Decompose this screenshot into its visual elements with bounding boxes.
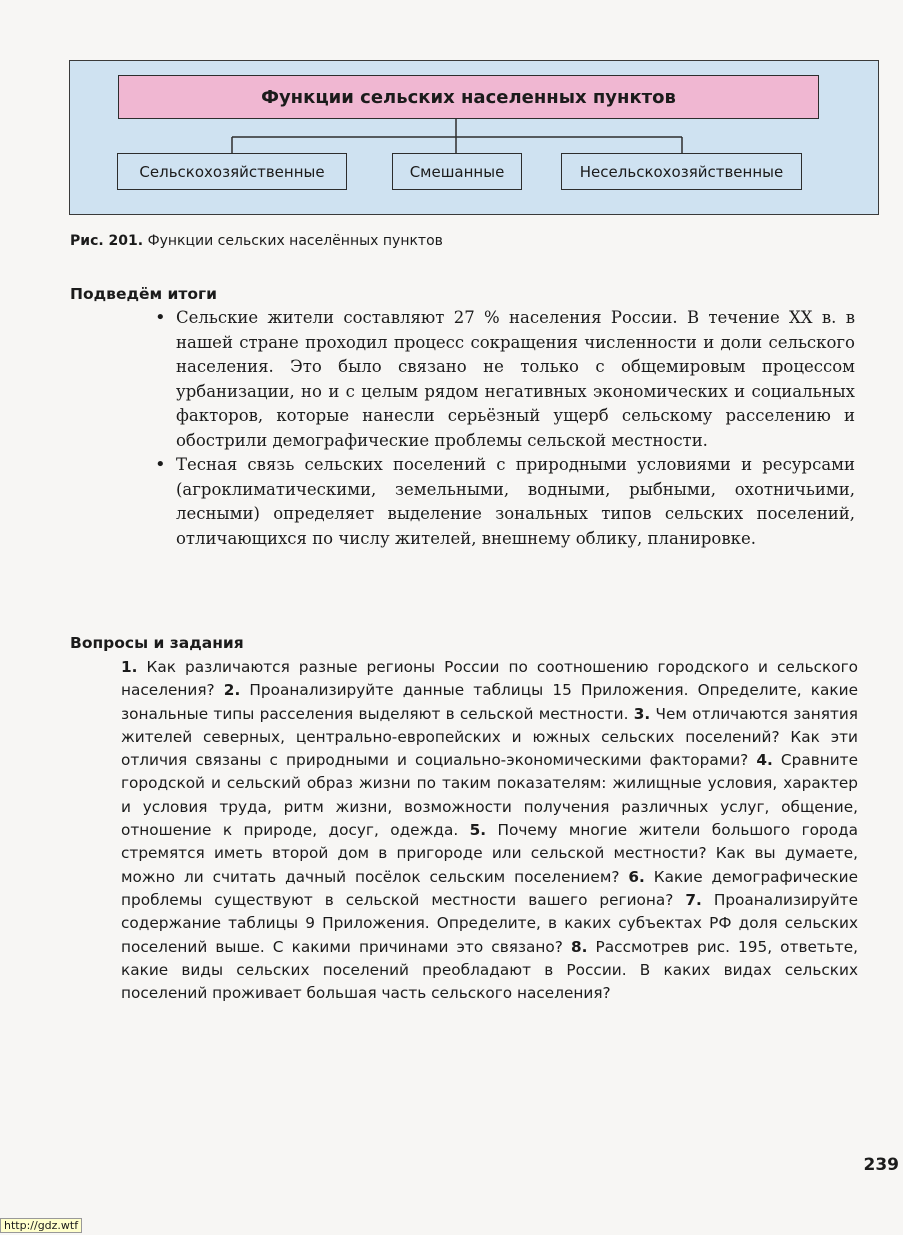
question-number: 8. (571, 937, 588, 956)
question-text: Рассмотрев рис. 195, ответьте, какие виды сельских поселений преобладают в России. В каких видах сельских поселений проживает большая часть сельского населения? (121, 937, 858, 1003)
watermark-link[interactable]: http://gdz.wtf (0, 1218, 82, 1233)
question-text: Почему многие жители большого города стремятся иметь второй дом в пригороде или сельской местности? Как вы думаете, можно ли считать дачный посёлок сельским поселением? (121, 821, 858, 886)
questions-paragraph (121, 656, 858, 1005)
questions-heading: Вопросы и задания (70, 634, 244, 652)
page-number: 239 (863, 1155, 899, 1175)
summary-heading: Подведём итоги (70, 285, 218, 303)
question-text: Проанализируйте данные таблицы 15 Приложения. Определите, какие зональные типы расселения выделяют в сельской местности. (121, 681, 858, 723)
figure-caption-text: Функции сельских населённых пунктов (147, 233, 443, 249)
summary-list (155, 306, 855, 551)
summary-bullet: • Сельские жители составляют 27 % населения России. В течение XX в. в нашей стране проходил процесс сокращения численности и доли сельского населения. Это было связано не только с общемировым процессом урбанизации, но и с целым рядом негативных экономических и социальных факторов, которые нанесли серьёзный ущерб сельскому расселению и обострили демографические проблемы сельской местности. (155, 306, 855, 453)
diagram-connectors (0, 0, 903, 260)
question-number: 2. (223, 681, 241, 700)
question-text: Сравните городской и сельский образ жизни по таким показателям: жилищные условия, характер и условия труда, ритм жизни, возможности получения различных услуг, общение, отношение к природе, досуг, одежда. (121, 751, 858, 840)
question-number: 4. (756, 751, 773, 770)
figure-caption-label: Рис. 201. (70, 233, 144, 249)
diagram-box-agricultural: Сельскохозяйственные (117, 153, 347, 190)
diagram-title-box: Функции сельских населенных пунктов (118, 75, 819, 119)
figure-caption (70, 233, 443, 249)
summary-bullet: • Тесная связь сельских поселений с природными условиями и ресурсами (агроклиматическими, земельными, водными, рыбными, охотничьими, лесными) определяет выделение зональных типов сельских поселений, отличающихся по числу жителей, внешнему облику, планировке. (155, 453, 855, 551)
question-number: 6. (628, 867, 645, 886)
question-text: Какие демографические проблемы существуют в сельской местности вашего региона? (121, 867, 858, 909)
question-number: 3. (633, 704, 651, 723)
diagram-box-mixed: Смешанные (392, 153, 522, 190)
question-text: Как различаются разные регионы России по соотношению городского и сельского населения? (121, 658, 858, 700)
question-text: Чем отличаются занятия жителей северных, центрально-европейских и южных сельских поселений? Как эти отличия связаны с природными и социально-экономическими факторами? (121, 704, 859, 770)
question-number: 1. (121, 658, 138, 676)
question-text: Проанализируйте содержание таблицы 9 Приложения. Определите, в каких субъектах РФ доля сельских поселений выше. С какими причинами это связано? (121, 890, 858, 956)
question-number: 7. (685, 890, 702, 909)
diagram-box-non-agricultural: Несельскохозяйственные (561, 153, 802, 190)
question-number: 5. (469, 821, 487, 840)
